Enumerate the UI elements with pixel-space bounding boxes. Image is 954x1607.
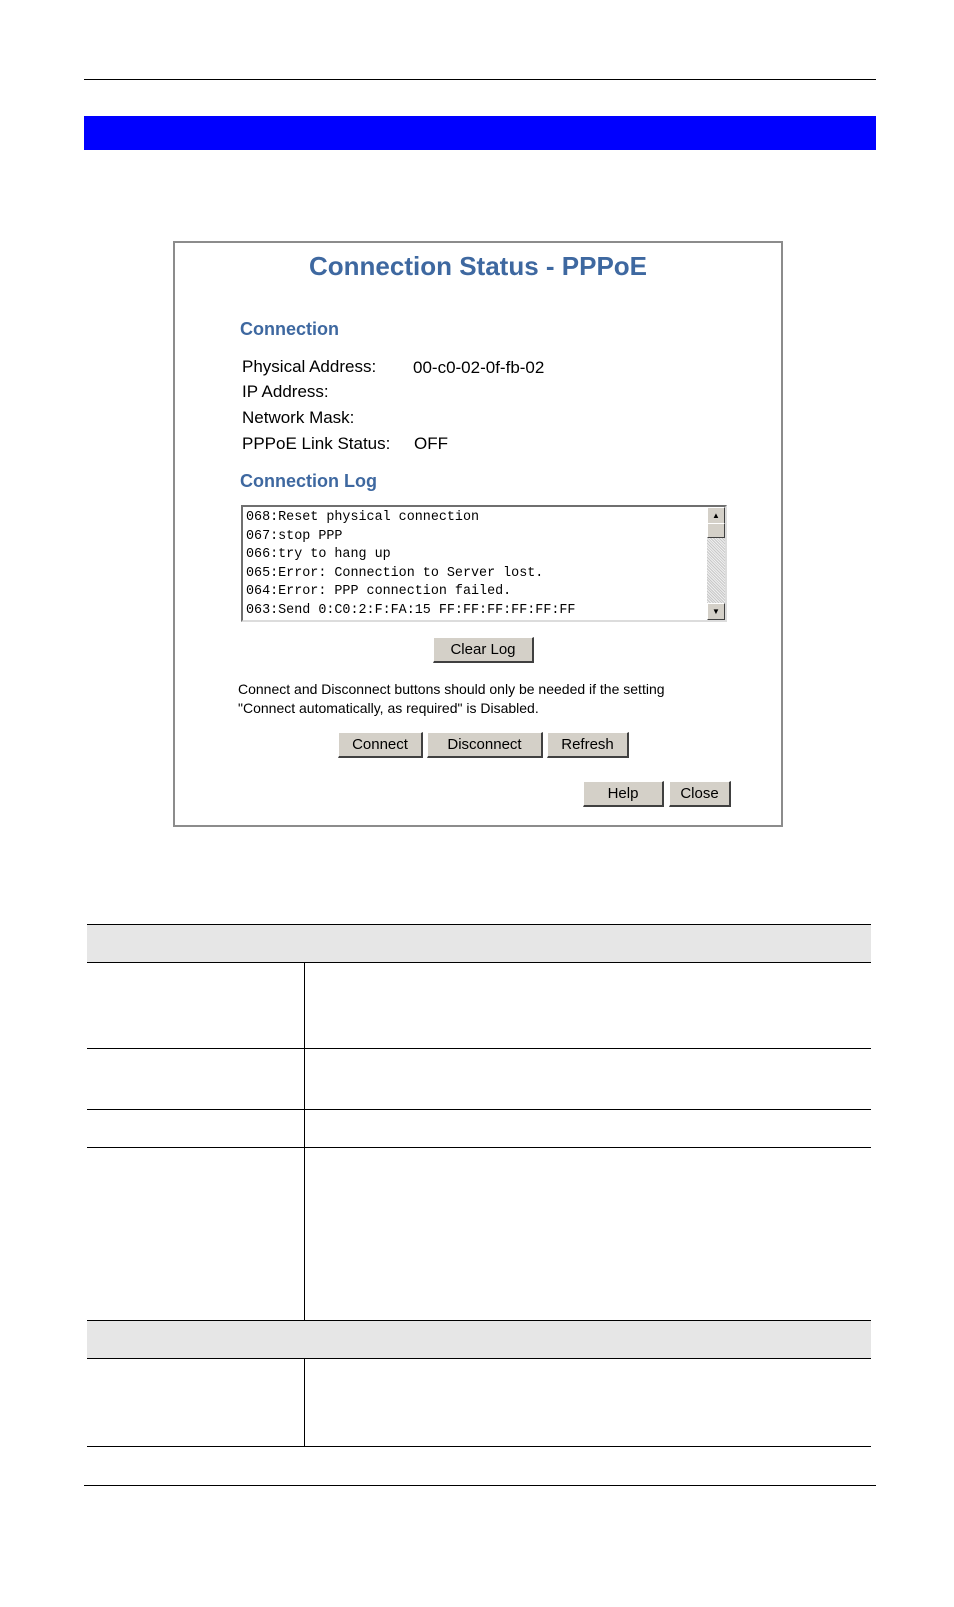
connect-note-line-2: "Connect automatically, as required" is Disabled.	[238, 700, 539, 716]
connection-log-textarea[interactable]	[241, 505, 727, 622]
connection-log-heading: Connection Log	[240, 471, 377, 491]
physical-address-value: 00-c0-02-0f-fb-02	[413, 358, 545, 377]
connect-note-line-1: Connect and Disconnect buttons should only be needed if the setting	[238, 681, 665, 697]
log-scrollbar[interactable]	[707, 507, 725, 620]
column-divider	[304, 1359, 305, 1447]
connect-button[interactable]: Connect	[338, 732, 423, 758]
table-row	[87, 1358, 871, 1446]
table-row	[87, 1048, 871, 1109]
log-line: 065:Error: Connection to Server lost.	[246, 565, 544, 581]
log-line: 063:Send 0:C0:2:F:FA:15 FF:FF:FF:FF:FF:FF	[246, 602, 576, 618]
top-rule	[84, 79, 876, 80]
physical-address-label: Physical Address:	[242, 357, 377, 376]
pppoe-link-status-label: PPPoE Link Status:	[242, 434, 391, 453]
log-line: 068:Reset physical connection	[246, 510, 480, 525]
scroll-thumb[interactable]	[707, 523, 725, 538]
table-row	[87, 1147, 871, 1320]
scroll-up-icon[interactable]: ▲	[707, 507, 725, 524]
help-button[interactable]: Help	[583, 781, 664, 807]
physical-address-row	[242, 355, 376, 379]
log-lines	[246, 509, 575, 621]
refresh-button[interactable]: Refresh	[547, 732, 629, 758]
clear-log-button[interactable]: Clear Log	[433, 637, 534, 663]
table-section-header	[87, 924, 871, 962]
connection-status-panel	[173, 241, 783, 827]
connect-note	[238, 680, 758, 718]
scroll-down-icon[interactable]: ▼	[707, 603, 725, 620]
disconnect-button[interactable]: Disconnect	[427, 732, 543, 758]
section-title-band	[84, 116, 876, 150]
column-divider	[304, 963, 305, 1049]
table-bottom-rule	[87, 1446, 871, 1447]
log-line: 066:try to hang up	[246, 547, 391, 563]
table-section-header	[87, 1320, 871, 1358]
table-row	[87, 1109, 871, 1147]
log-line: 067:stop PPP	[246, 528, 343, 544]
pppoe-link-status-value: OFF	[414, 434, 448, 453]
column-divider	[304, 1148, 305, 1321]
pppoe-link-status-row	[242, 432, 390, 456]
network-mask-row	[242, 406, 354, 430]
table-row	[87, 962, 871, 1048]
page-title: Connection Status - PPPoE	[308, 251, 648, 281]
log-line: 064:Error: PPP connection failed.	[246, 584, 512, 600]
column-divider	[304, 1049, 305, 1110]
bottom-rule	[84, 1485, 876, 1486]
network-mask-label: Network Mask:	[242, 408, 355, 427]
ip-address-label: IP Address:	[242, 382, 329, 401]
ip-address-row	[242, 380, 329, 404]
column-divider	[304, 1110, 305, 1148]
connection-heading: Connection	[240, 319, 339, 339]
close-button[interactable]: Close	[669, 781, 731, 807]
